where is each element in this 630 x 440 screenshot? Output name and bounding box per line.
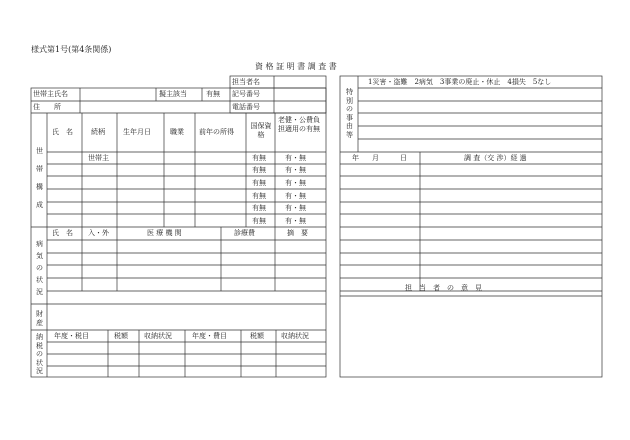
special-reason-label: 特 別 の 事 由 等 (346, 88, 353, 139)
yes-no-label: 有無 (206, 90, 220, 98)
tax-col-amount: 税額 (250, 332, 264, 340)
pseudo-head-label: 擬主該当 (159, 90, 187, 98)
symbol-number-label: 記号番号 (232, 90, 260, 98)
illness-col-name: 氏 名 (52, 229, 73, 237)
illness-section-label: 病 気 の 状 況 (36, 240, 43, 296)
insurance-cell: 有無 (252, 217, 266, 225)
form-number-label: 様式第1号(第4条関係) (31, 45, 112, 54)
col-occupation: 職業 (170, 128, 184, 136)
col-elderly-public: 老健・公費負担適用の有無 (278, 116, 320, 133)
elderly-cell: 有・無 (285, 217, 306, 225)
tax-col-year-item: 年度・税目 (54, 332, 89, 340)
insurance-cell: 有無 (252, 204, 266, 212)
insurance-cell: 有無 (252, 154, 266, 162)
elderly-cell: 有・無 (285, 204, 306, 212)
tax-col-status: 収納状況 (281, 332, 309, 340)
log-col-month: 月 (372, 154, 379, 162)
col-insurance: 国保資格 (250, 122, 272, 139)
tax-col-year-item: 年度・費目 (192, 332, 227, 340)
insurance-cell: 有無 (252, 179, 266, 187)
illness-col-inout: 入・外 (88, 229, 109, 237)
col-relation: 続柄 (91, 128, 105, 136)
person-in-charge-label: 担当者名 (232, 78, 260, 86)
elderly-cell: 有・無 (285, 154, 306, 162)
elderly-cell: 有・無 (285, 179, 306, 187)
document-title: 資 格 証 明 書 調 査 書 (255, 62, 337, 71)
col-birthdate: 生年月日 (123, 128, 151, 136)
phone-number-label: 電話番号 (232, 103, 260, 111)
address-label: 住 所 (33, 103, 61, 111)
illness-col-summary: 摘 要 (287, 229, 308, 237)
tax-col-amount: 税額 (114, 332, 128, 340)
col-name: 氏 名 (52, 128, 73, 136)
tax-section-label: 納 税 の 状 況 (36, 333, 43, 375)
log-col-year: 年 (352, 154, 359, 162)
assets-section-label: 財 産 (36, 310, 43, 327)
col-prev-income: 前年の所得 (199, 128, 234, 136)
illness-col-hospital: 医 療 機 関 (147, 229, 182, 237)
log-col-day: 日 (400, 154, 407, 162)
special-reason-options: 1災害・盗難 2病気 3事業の廃止・休止 4損失 5なし (368, 78, 552, 86)
elderly-cell: 有・無 (285, 192, 306, 200)
log-col-process: 調 査（交 渉）経 過 (464, 154, 527, 162)
insurance-cell: 有無 (252, 166, 266, 174)
insurance-cell: 有無 (252, 192, 266, 200)
opinion-label: 担 当 者 の 意 見 (405, 284, 482, 292)
household-head-name-label: 世帯主氏名 (33, 90, 68, 98)
tax-col-status: 収納状況 (144, 332, 172, 340)
elderly-cell: 有・無 (285, 166, 306, 174)
illness-col-cost: 診療費 (234, 229, 255, 237)
household-head-relation: 世帯主 (88, 154, 109, 162)
household-section-label: 世 帯 構 成 (36, 147, 43, 209)
